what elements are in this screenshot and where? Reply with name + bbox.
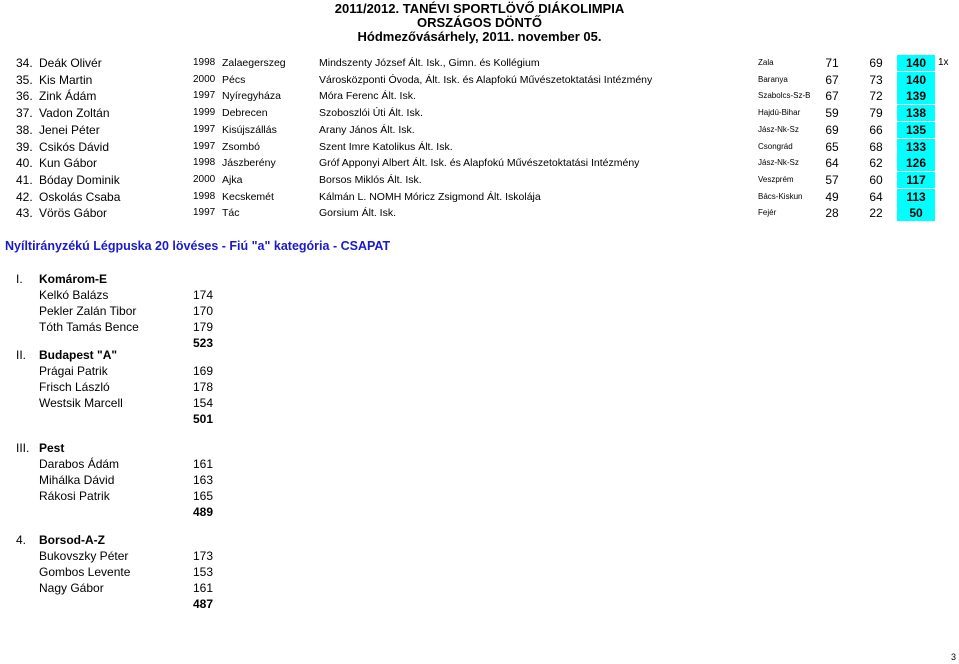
- tiebreak-note: 1x: [938, 57, 949, 68]
- school-name: Gróf Apponyi Albert Ált. Isk. és Alapfokú Művészetoktatási Intézmény: [319, 157, 640, 170]
- page-number: 3: [951, 652, 957, 662]
- score-series-2: 22: [869, 206, 883, 221]
- team-member-name: Nagy Gábor: [39, 581, 104, 596]
- table-row: [0, 88, 959, 104]
- competitor-name: Zink Ádám: [39, 89, 97, 104]
- team-member-name: Kelkó Balázs: [39, 288, 109, 303]
- school-name: Mindszenty József Ált. Isk., Gimn. és Kollégium: [319, 57, 540, 69]
- team-member-score: 178: [193, 380, 214, 395]
- county: Baranya: [758, 74, 788, 84]
- team-member-score: 161: [193, 457, 214, 472]
- score-series-2: 64: [869, 189, 883, 204]
- score-series-1: 49: [825, 189, 839, 204]
- score-series-2: 79: [869, 106, 883, 121]
- team-total-score: 523: [193, 336, 214, 351]
- team-total-score: 487: [193, 597, 214, 612]
- team-name: Borsod-A-Z: [39, 533, 105, 547]
- score-series-1: 69: [825, 122, 839, 137]
- team-member-score: 174: [193, 288, 214, 303]
- document-title: 2011/2012. TANÉVI SPORTLÖVŐ DIÁKOLIMPIA: [334, 1, 625, 16]
- score-series-2: 68: [869, 139, 883, 154]
- total-score: 50: [897, 205, 935, 221]
- score-series-2: 66: [869, 122, 883, 137]
- section-title: Nyíltirányzékú Légpuska 20 lövéses - Fiú "a" kategória - CSAPAT: [5, 239, 391, 253]
- rank-number: 38.: [16, 122, 33, 137]
- competitor-name: Vadon Zoltán: [39, 106, 110, 121]
- total-score: 126: [897, 155, 935, 171]
- city: Pécs: [222, 73, 246, 86]
- county: Csongrád: [758, 141, 793, 151]
- school-name: Szent Imre Katolikus Ált. Isk.: [319, 140, 453, 153]
- table-row: [0, 122, 959, 138]
- competitor-name: Kun Gábor: [39, 156, 98, 171]
- team-rank: III.: [16, 441, 30, 455]
- competitor-name: Vörös Gábor: [39, 206, 108, 221]
- team-name: Budapest "A": [39, 348, 118, 362]
- team-member-score: 170: [193, 304, 214, 319]
- competitor-name: Oskolás Csaba: [39, 189, 121, 204]
- rank-number: 41.: [16, 172, 33, 187]
- city: Tác: [222, 207, 240, 220]
- school-name: Városközponti Óvoda, Ált. Isk. és Alapfokú Művészetoktatási Intézmény: [319, 73, 653, 86]
- competitor-name: Csikós Dávid: [39, 139, 110, 154]
- city: Jászberény: [222, 157, 276, 170]
- county: Veszprém: [758, 174, 794, 184]
- score-series-1: 65: [825, 139, 839, 154]
- total-score: 133: [897, 139, 935, 155]
- city: Zalaegerszeg: [222, 57, 286, 69]
- team-member-name: Tóth Tamás Bence: [39, 320, 139, 335]
- team-member-score: 165: [193, 489, 214, 504]
- school-name: Arany János Ált. Isk.: [319, 123, 415, 136]
- team-member-score: 153: [193, 565, 214, 580]
- document-subtitle: ORSZÁGOS DÖNTŐ: [417, 15, 542, 30]
- team-member-name: Bukovszky Péter: [39, 549, 129, 564]
- document-location-date: Hódmezővásárhely, 2011. november 05.: [357, 29, 602, 44]
- score-series-1: 64: [825, 156, 839, 171]
- county: Bács-Kiskun: [758, 191, 803, 201]
- birth-year: 2000: [193, 173, 216, 185]
- total-score: 138: [897, 105, 935, 121]
- competitor-name: Bóday Dominik: [39, 172, 120, 187]
- table-row: [0, 72, 959, 88]
- total-score: 117: [897, 172, 935, 188]
- county: Jász-Nk-Sz: [758, 124, 799, 134]
- team-member-name: Gombos Levente: [39, 565, 131, 580]
- school-name: Borsos Miklós Ált. Isk.: [319, 173, 422, 186]
- table-row: [0, 205, 959, 221]
- county: Hajdú-Bihar: [758, 108, 801, 118]
- birth-year: 1999: [193, 107, 216, 119]
- table-row: [0, 55, 959, 71]
- rank-number: 34.: [16, 56, 33, 70]
- birth-year: 1998: [193, 157, 216, 169]
- team-total-score: 489: [193, 505, 214, 520]
- team-name: Pest: [39, 441, 65, 455]
- school-name: Kálmán L. NOMH Móricz Zsigmond Ált. Iskolája: [319, 190, 541, 203]
- team-rank: II.: [16, 348, 27, 362]
- score-series-2: 62: [869, 156, 883, 171]
- total-score: 135: [897, 122, 935, 138]
- team-member-name: Prágai Patrik: [39, 364, 108, 379]
- score-series-2: 73: [869, 72, 883, 87]
- birth-year: 1998: [193, 190, 216, 202]
- birth-year: 2000: [193, 73, 216, 85]
- total-score: 139: [897, 88, 935, 104]
- team-member-name: Pekler Zalán Tibor: [39, 304, 137, 319]
- team-member-score: 154: [193, 396, 214, 411]
- county: Jász-Nk-Sz: [758, 158, 799, 168]
- score-series-2: 60: [869, 172, 883, 187]
- school-name: Móra Ferenc Ált. Isk.: [319, 90, 416, 103]
- rank-number: 42.: [16, 189, 33, 204]
- rank-number: 43.: [16, 206, 33, 221]
- birth-year: 1997: [193, 123, 216, 135]
- table-row: [0, 172, 959, 188]
- team-name: Komárom-E: [39, 272, 108, 286]
- team-member-score: 163: [193, 473, 214, 488]
- table-row: [0, 105, 959, 121]
- team-member-score: 179: [193, 320, 214, 335]
- county: Zala: [758, 58, 774, 67]
- team-rank: 4.: [16, 533, 27, 547]
- team-member-name: Frisch László: [39, 380, 110, 395]
- team-member-name: Rákosi Patrik: [39, 489, 110, 504]
- table-row: [0, 139, 959, 155]
- birth-year: 1997: [193, 207, 216, 219]
- team-member-score: 173: [193, 549, 214, 564]
- total-score: 140: [897, 72, 935, 88]
- team-rank: I.: [16, 272, 23, 286]
- score-series-1: 28: [825, 206, 839, 221]
- birth-year: 1997: [193, 90, 216, 102]
- birth-year: 1998: [193, 57, 216, 68]
- rank-number: 39.: [16, 139, 33, 154]
- team-total-score: 501: [193, 412, 214, 427]
- score-series-2: 72: [869, 89, 883, 104]
- score-series-1: 67: [825, 72, 839, 87]
- competitor-name: Kis Martin: [39, 72, 93, 87]
- team-member-name: Westsik Marcell: [39, 396, 123, 411]
- school-name: Gorsium Ált. Isk.: [319, 207, 397, 220]
- rank-number: 36.: [16, 89, 33, 104]
- city: Kisújszállás: [222, 123, 277, 136]
- competitor-name: Deák Olivér: [39, 56, 102, 70]
- team-member-name: Darabos Ádám: [39, 457, 120, 472]
- total-score: 113: [897, 189, 935, 205]
- rank-number: 35.: [16, 72, 33, 87]
- team-member-name: Mihálka Dávid: [39, 473, 115, 488]
- team-member-score: 169: [193, 364, 214, 379]
- rank-number: 37.: [16, 106, 33, 121]
- city: Ajka: [222, 173, 243, 186]
- team-member-score: 161: [193, 581, 214, 596]
- county: Fejér: [758, 208, 777, 218]
- score-series-1: 71: [825, 56, 839, 70]
- city: Zsombó: [222, 140, 260, 153]
- score-series-1: 57: [825, 172, 839, 187]
- table-row: [0, 155, 959, 171]
- city: Nyíregyháza: [222, 90, 281, 103]
- birth-year: 1997: [193, 140, 216, 152]
- score-series-1: 67: [825, 89, 839, 104]
- score-series-2: 69: [869, 56, 883, 70]
- city: Debrecen: [222, 107, 268, 120]
- score-series-1: 59: [825, 106, 839, 121]
- rank-number: 40.: [16, 156, 33, 171]
- table-row: [0, 189, 959, 205]
- total-score: 140: [897, 55, 935, 71]
- school-name: Szoboszlói Úti Ált. Isk.: [319, 107, 423, 120]
- competitor-name: Jenei Péter: [39, 122, 100, 137]
- city: Kecskemét: [222, 190, 274, 203]
- county: Szabolcs-Sz-B: [758, 91, 811, 101]
